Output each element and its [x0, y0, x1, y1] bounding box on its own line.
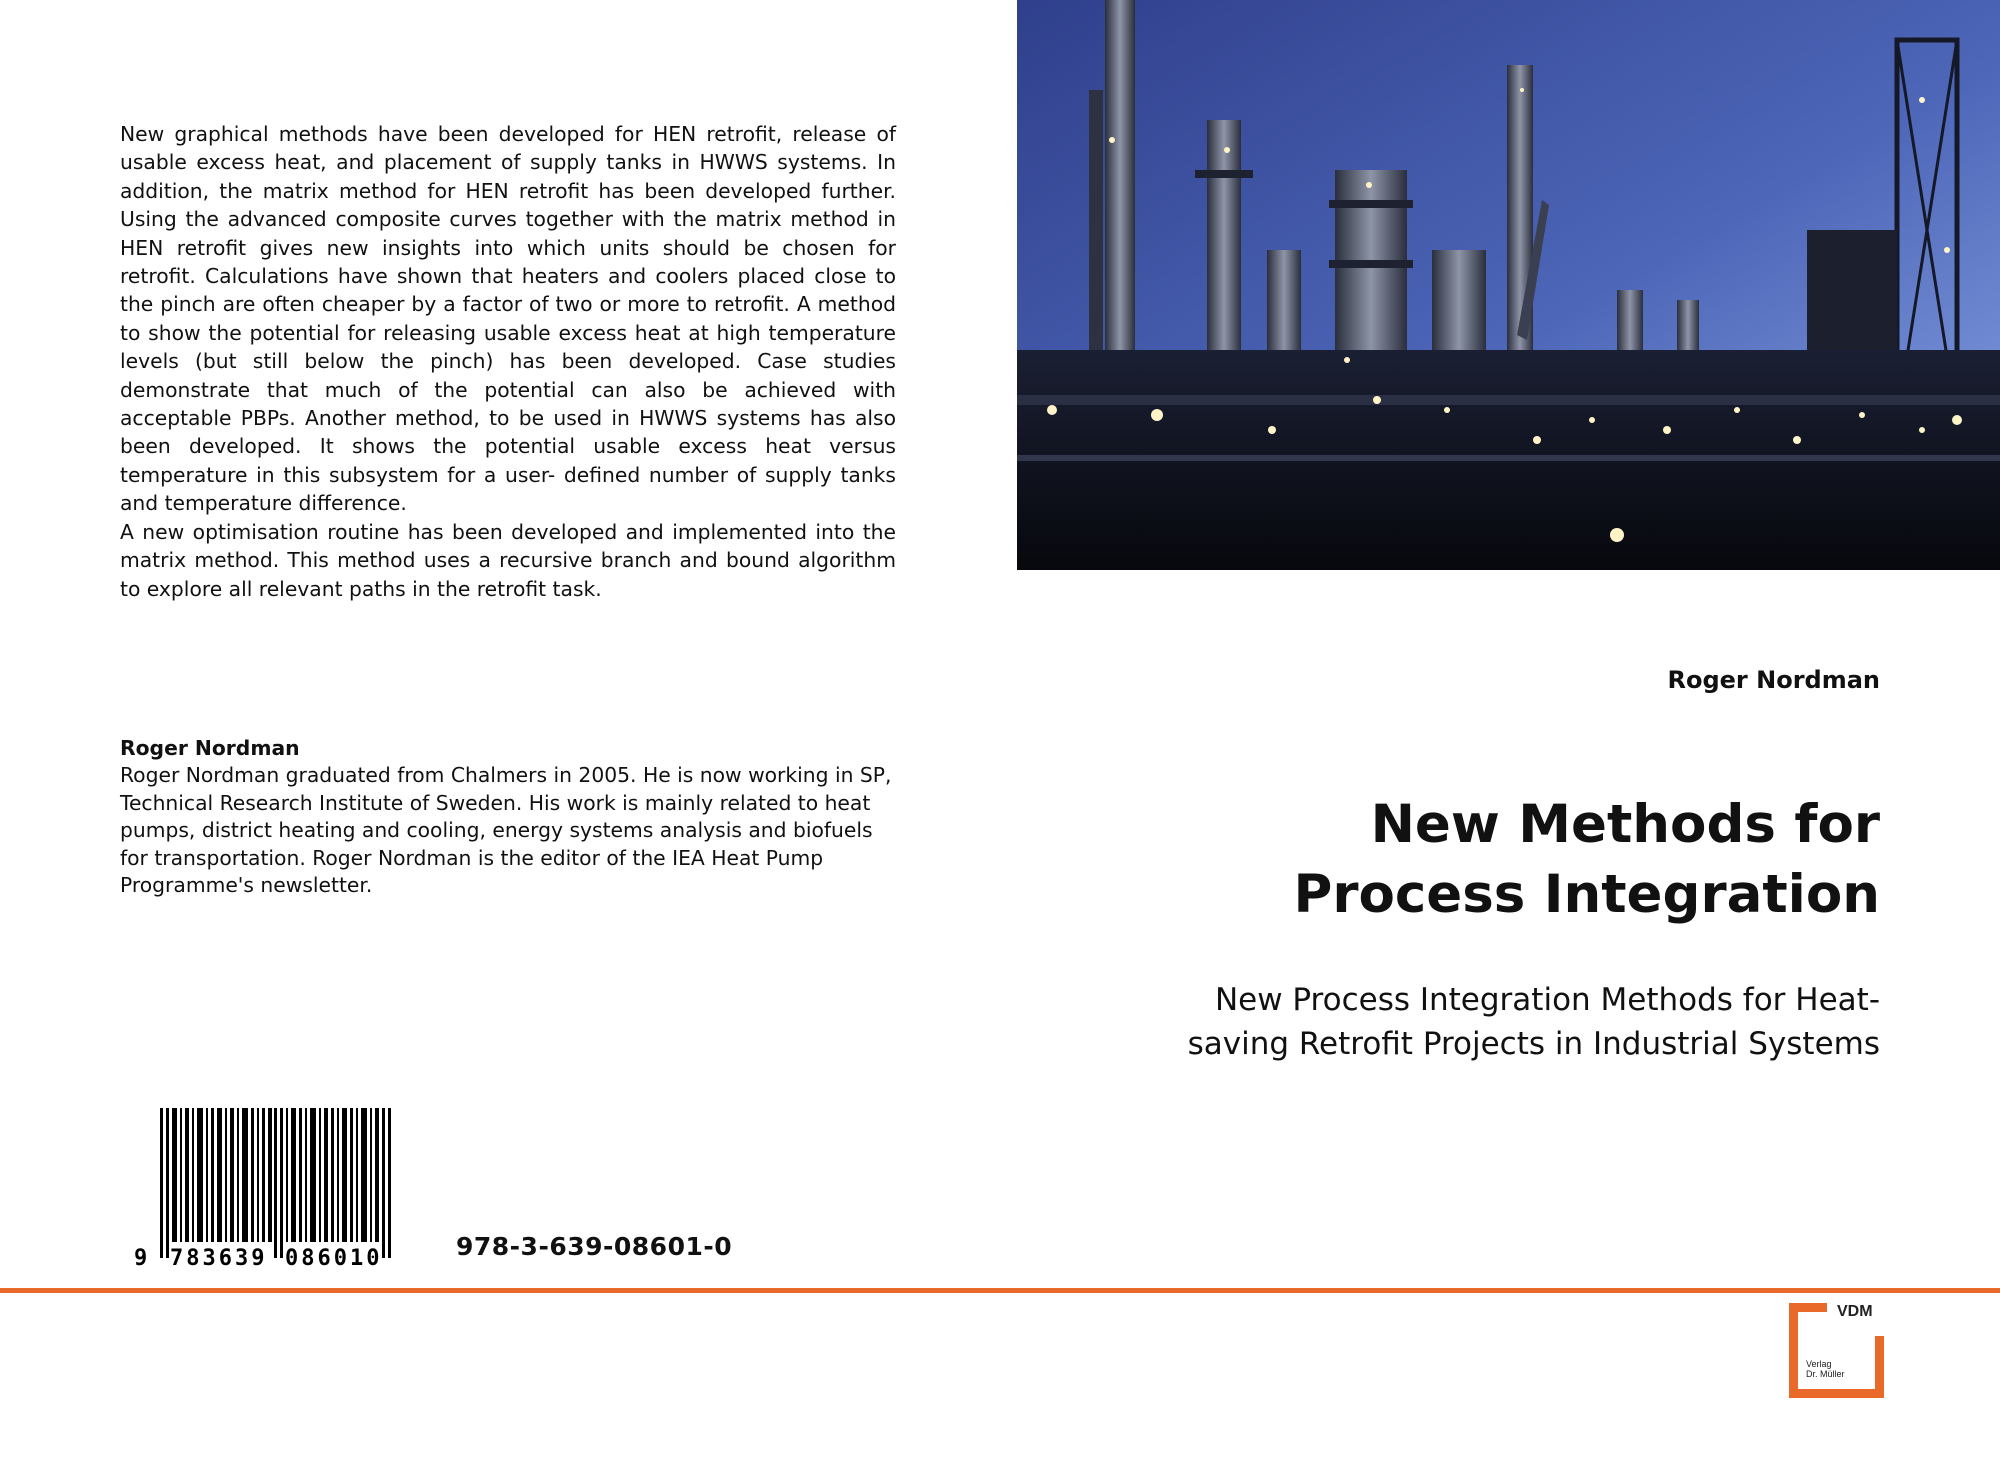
book-subtitle-line: New Process Integration Methods for Heat-: [1214, 982, 1880, 1018]
logo-subtext: [1806, 1359, 1845, 1379]
author-bio: [120, 735, 900, 899]
logo-frame-bottom: [1789, 1389, 1884, 1398]
barcode-digit-lead: 9: [134, 1246, 148, 1268]
book-subtitle: [980, 978, 1880, 1066]
publisher-logo: [1789, 1303, 1884, 1398]
book-title: [980, 790, 1880, 930]
cover-author: Roger Nordman: [1667, 666, 1880, 694]
bio-author-name: Roger Nordman: [120, 736, 300, 760]
back-cover-blurb: [120, 120, 896, 603]
bio-text: Roger Nordman graduated from Chalmers in 2005. He is now working in SP, Technical Research Institute of Sweden. His work is mainly related to heat pumps, district heating and cooling, energy systems analysis and biofuels for transportation. Roger Nordman is the editor of the IEA Heat Pump Programme's newsletter.: [120, 763, 892, 898]
book-title-line: New Methods for: [1370, 794, 1880, 855]
blurb-paragraph: A new optimisation routine has been developed and implemented into the matrix method. This method uses a recursive branch and bound algorithm to explore all relevant paths in the retrofit task.: [120, 519, 896, 601]
cover-photo: [1017, 0, 2000, 570]
blurb-paragraph: New graphical methods have been developed for HEN retrofit, release of usable excess heat, and placement of supply tanks in HWWS systems. In addition, the matrix method for HEN retrofit has been developed further. Using the advanced composite curves together with the matrix method in HEN retrofit gives new insights into which units should be chosen for retrofit. Calculations have shown that heaters and coolers placed close to the pinch are often cheaper by a factor of two or more to retrofit. A method to show the potential for releasing usable excess heat at high temperature levels (but still below the pinch) has been developed. Case studies demonstrate that much of the potential can also be achieved with acceptable PBPs. Another method, to be used in HWWS systems has also been developed. It shows the potential usable excess heat versus temperature in this subsystem for a user- defined number of supply tanks and temperature difference.: [120, 122, 896, 516]
isbn-barcode: [130, 1108, 430, 1268]
logo-frame-left: [1789, 1303, 1798, 1398]
isbn-number: 978-3-639-08601-0: [456, 1232, 733, 1261]
barcode-digits-right: 086010: [285, 1246, 383, 1268]
logo-subtext-line: Verlag: [1806, 1359, 1832, 1369]
logo-subtext-line: Dr. Müller: [1806, 1369, 1845, 1379]
barcode-digits-left: 783639: [170, 1246, 268, 1268]
logo-frame-top: [1789, 1303, 1827, 1312]
orange-divider: [0, 1288, 2000, 1293]
logo-brand-text: VDM: [1837, 1303, 1873, 1320]
book-title-line: Process Integration: [1293, 864, 1880, 925]
refinery-photo-icon: [1017, 0, 2000, 570]
barcode-icon: [130, 1108, 430, 1268]
book-subtitle-line: saving Retrofit Projects in Industrial Systems: [1187, 1026, 1880, 1062]
